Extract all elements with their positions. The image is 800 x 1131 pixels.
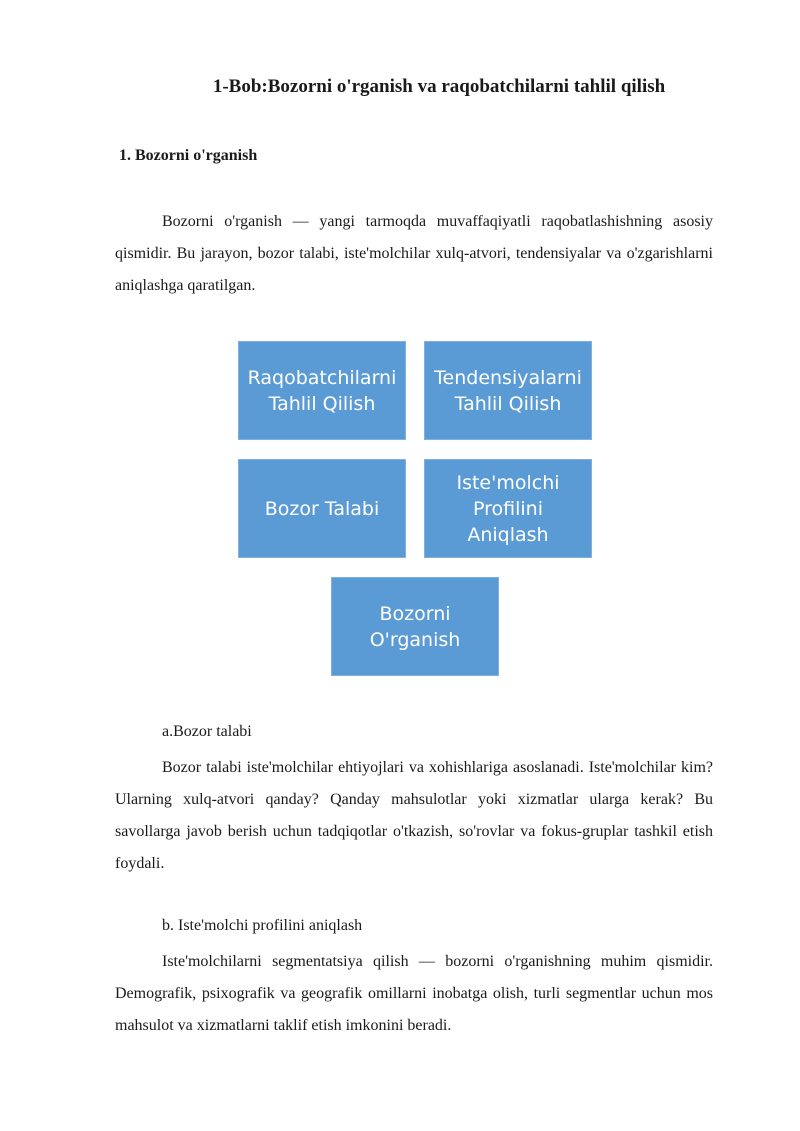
diagram-box-line: Tahlil Qilish <box>454 392 562 415</box>
diagram-box-consumer-profile <box>424 459 592 558</box>
diagram-box-line: Iste'molchi <box>456 471 560 494</box>
diagram-box-market-demand <box>238 459 406 558</box>
diagram-box-line: O'rganish <box>369 628 461 651</box>
diagram-box-line: Tendensiyalarni <box>434 366 582 389</box>
diagram-box-line: Profilini <box>472 497 543 520</box>
subsection-heading-market-demand: a.Bozor talabi <box>162 723 252 740</box>
diagram-box-line: Bozor Talabi <box>264 497 380 520</box>
diagram-box-line: Tahlil Qilish <box>268 392 376 415</box>
section-heading: 1. Bozorni o'rganish <box>119 147 258 164</box>
diagram-box-line: Raqobatchilarni <box>247 366 397 389</box>
diagram-box-line: Bozorni <box>379 602 451 625</box>
diagram-box-competitor-analysis <box>238 341 406 440</box>
subsection-heading-consumer-profile: b. Iste'molchi profilini aniqlash <box>162 917 363 934</box>
page-title: 1-Bob:Bozorni o'rganish va raqobatchilarni tahlil qilish <box>212 76 666 97</box>
subsection-body-consumer-profile: Iste'molchilarni segmentatsiya qilish — bozorni o'rganishning muhim qismidir. Demografik, psixografik va geografik omillarni inobatga olish, turli segmentlar uchun mos mahsulot va xizmatlarni taklif etish imkonini beradi. <box>115 953 713 1034</box>
diagram-box-trend-analysis <box>424 341 592 440</box>
subsection-body-market-demand: Bozor talabi iste'molchilar ehtiyojlari va xohishlariga asoslanadi. Iste'molchilar kim? Ularning xulq-atvori qanday? Qanday mahsulotlar yoki xizmatlar ularga kerak? Bu savollarga javob berish uchun tadqiqotlar o'tkazish, so'rovlar va fokus-gruplar tashkil etish foydali. <box>115 759 713 872</box>
diagram-box-line: Aniqlash <box>467 523 549 546</box>
diagram-box-market-research <box>331 577 499 676</box>
intro-paragraph: Bozorni o'rganish — yangi tarmoqda muvaffaqiyatli raqobatlashishning asosiy qismidir. Bu jarayon, bozor talabi, iste'molchilar xulq-atvori, tendensiyalar va o'zgarishlarni aniqlashga qaratilgan. <box>115 213 713 294</box>
